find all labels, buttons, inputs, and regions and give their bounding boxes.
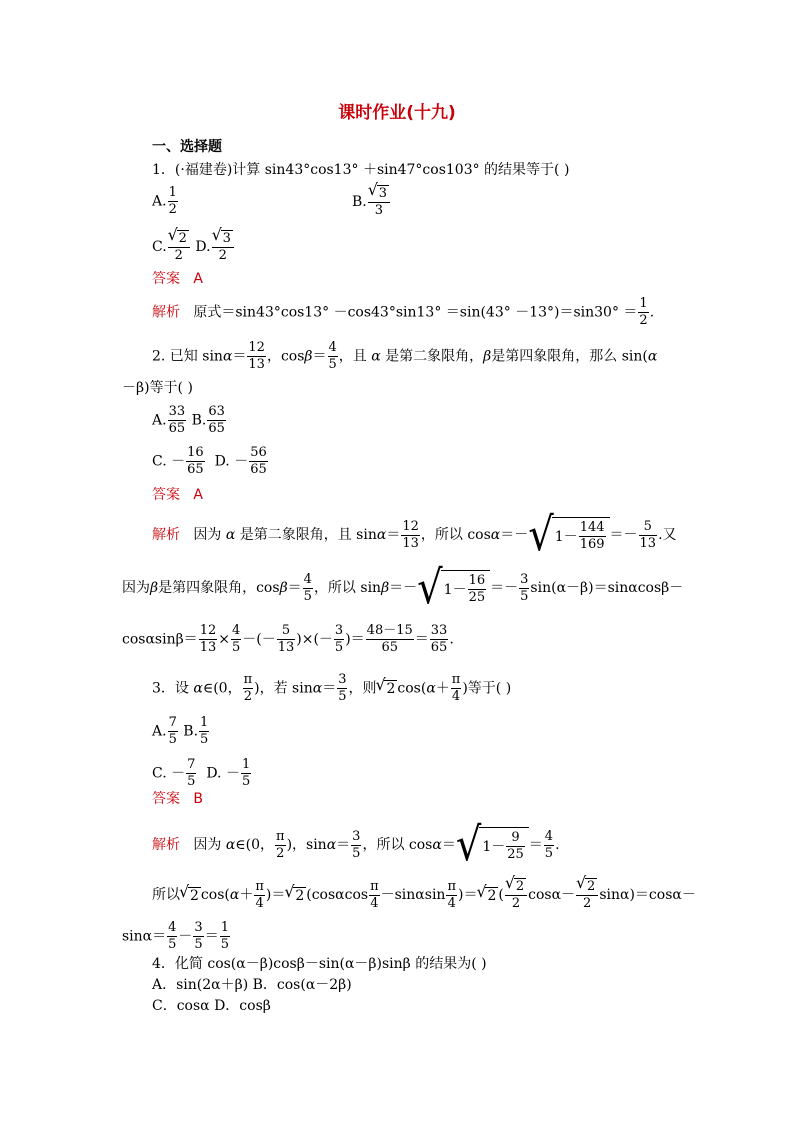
q1-options-cd: C. √ $\frac{2}{2}$ D. √ $\frac{3}{2}$ (152, 230, 235, 264)
q4-options-cd: C．cosα D．cosβ (152, 998, 271, 1014)
q2-stem-cont: －β)等于( ) (122, 380, 193, 396)
q1-option-a: A. $\frac{1}{2}$ (152, 185, 177, 217)
q3-answer: 答案 B (152, 791, 203, 807)
q3-stem: 3．设 α∈(0， $\frac{\pi}{2}$ )，若 sinα＝ $\frac{3}{5}$ ，则√ 2 cos(α＋ $\frac{\pi}{4}$ )等于( ) (152, 672, 511, 705)
q2-options-ab: A. $\frac{33}{65}$ B. $\frac{63}{65}$ (152, 404, 225, 436)
q1-solution: 解析 原式＝sin43°cos13° －cos43°sin13° ＝sin(43° －13°)＝sin30° ＝ $\frac{1}{2}$ . (152, 296, 655, 328)
q1-stem: 1．(·福建卷)计算 sin43°cos13° ＋sin47°cos103° 的结果等于( ) (152, 162, 570, 178)
q1-option-b: B. √ $\frac{3}{3}$ (352, 185, 391, 219)
q3-solution-line1: 解析 因为 α∈(0， $\frac{\pi}{2}$ )，sinα＝ $\frac{3}{5}$ ，所以 cosα＝ √ 1－ 9 25 ＝ $\frac{4}{5}$ . (152, 818, 560, 872)
q2-solution-line1: 解析 因为 α 是第二象限角，且 sinα＝ $\frac{12}{13}$ ，所以 cosα＝－ √ 1－ 144 169 ＝－ $\frac{5}{13}$ .又 (152, 508, 677, 562)
q4-stem: 4．化简 cos(α－β)cosβ－sin(α－β)sinβ 的结果为( ) (152, 956, 487, 972)
fraction: $\frac{1}{2}$ (168, 185, 177, 217)
fraction: √ $\frac{3}{3}$ (368, 185, 390, 219)
q3-solution-line2: 所以√ 2 cos(α＋ $\frac{\pi}{4}$ )＝√ 2 (cosαcos $\frac{\pi}{4}$ －sinαsin $\frac{\pi}{4}$ )＝√ 2 ( √ $\frac{2}{2}$ cosα－ √ $\frac{2}{2}$ sinα)＝cosα－ (152, 878, 696, 912)
q1-answer: 答案 A (152, 271, 203, 287)
q2-solution-line2: 因为β是第四象限角，cosβ＝ $\frac{4}{5}$ ，所以 sinβ＝－ √ 1－ 16 25 ＝－ $\frac{3}{5}$ sin(α－β)＝sinαcosβ－ (122, 561, 684, 615)
section-heading: 一、选择题 (152, 139, 222, 155)
q2-stem: 2. 已知 sinα＝ $\frac{12}{13}$ ，cosβ＝ $\frac{4}{5}$ ，且 α 是第二象限角，β是第四象限角，那么 sin(α (152, 340, 658, 372)
q3-solution-line3: sinα＝ $\frac{4}{5}$ － $\frac{3}{5}$ ＝ $\frac{1}{5}$ (122, 920, 229, 952)
q2-solution-line3: cosαsinβ＝ $\frac{12}{13}$ × $\frac{4}{5}$ －(－ $\frac{5}{13}$ )×(－ $\frac{3}{5}$ )＝ $\frac{48-15}{65}$ ＝ $\frac{33}{65}$ . (122, 623, 454, 655)
q3-options-ab: A. $\frac{7}{5}$ B. $\frac{1}{5}$ (152, 715, 209, 747)
q3-options-cd: C. － $\frac{7}{5}$ D. － $\frac{1}{5}$ (152, 757, 251, 789)
page-title: 课时作业(十九) (338, 103, 456, 123)
q2-options-cd: C. － $\frac{16}{65}$ D. － $\frac{56}{65}$ (152, 445, 267, 477)
q2-answer: 答案 A (152, 487, 203, 503)
q4-options-ab: A．sin(2α＋β) B．cos(α－2β) (152, 977, 352, 993)
